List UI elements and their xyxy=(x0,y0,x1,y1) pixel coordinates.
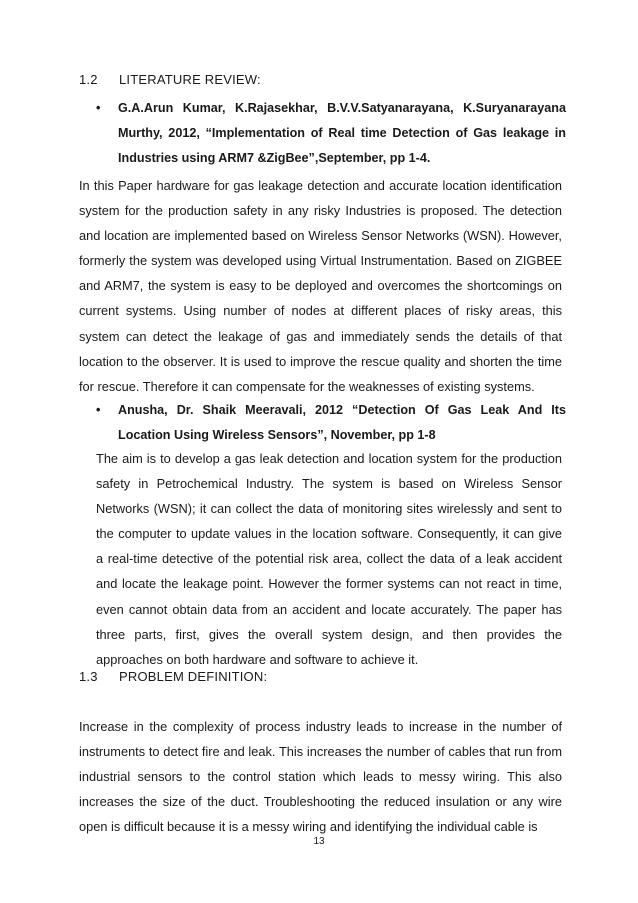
reference-citation: Anusha, Dr. Shaik Meeravali, 2012 “Detection Of Gas Leak And Its Location Using Wireless Sensors”, November, pp 1-8 xyxy=(118,403,566,442)
section-title: PROBLEM DEFINITION: xyxy=(119,669,268,684)
problem-definition-paragraph: Increase in the complexity of process industry leads to increase in the number of instruments to detect fire and leak. This increases the number of cables that run from industrial sensors to the control station which leads to messy wiring. This also increases the size of the duct. Troubleshooting the reduced insulation or any wire open is difficult because it is a messy wiring and identifying the individual cable is xyxy=(79,719,562,835)
reference-summary-paragraph: In this Paper hardware for gas leakage detection and accurate location identification system for the production safety in any risky Industries is proposed. The detection and location are implemented based on Wireless Sensor Networks (WSN). However, formerly the system was developed using Virtual Instrumentation. Based on ZIGBEE and ARM7, the system is easy to be deployed and overcomes the shortcomings on current systems. Using number of nodes at different places of risky areas, this system can detect the leakage of gas and immediately sends the details of that location to the observer. It is used to improve the rescue quality and shorten the time for rescue. Therefore it can compensate for the weaknesses of existing systems. xyxy=(79,178,562,394)
section-number: 1.2 xyxy=(79,72,98,87)
reference-citation: G.A.Arun Kumar, K.Rajasekhar, B.V.V.Satyanarayana, K.Suryanarayana Murthy, 2012, “Implementation of Real time Detection of Gas leakage in Industries using ARM7 &ZigBee”,September, pp 1-4. xyxy=(118,101,566,165)
reference-summary-paragraph: The aim is to develop a gas leak detection and location system for the production safety in Petrochemical Industry. The system is based on Wireless Sensor Networks (WSN); it can collect the data of monitoring sites wirelessly and sent to the computer to update values in the location software. Consequently, it can give a real-time detective of the potential risk area, collect the data of a leak accident and locate the leakage point. However the former systems can not react in time, even cannot obtain data from an accident and locate accurately. The paper has three parts, first, gives the overall system design, and then provides the approaches on both hardware and software to achieve it. xyxy=(96,451,562,667)
reference-item xyxy=(96,96,566,171)
bullet-icon: • xyxy=(96,403,101,417)
section-heading-literature-review xyxy=(79,72,261,87)
section-number: 1.3 xyxy=(79,669,98,684)
section-title: LITERATURE REVIEW: xyxy=(119,72,261,87)
reference-item xyxy=(96,398,566,448)
page-number: 13 xyxy=(313,836,325,847)
section-heading-problem-definition xyxy=(79,669,267,684)
bullet-icon: • xyxy=(96,101,101,115)
